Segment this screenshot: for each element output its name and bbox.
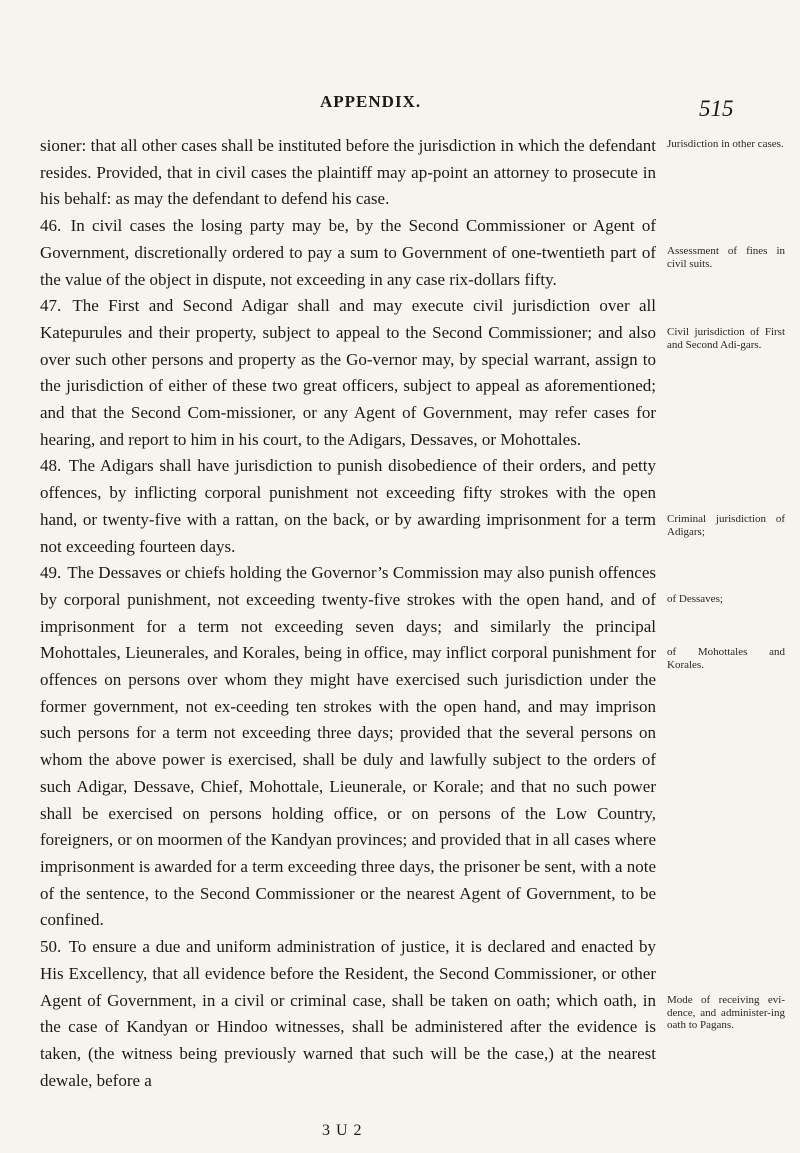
signature-mark: 3 U 2 (322, 1122, 363, 1139)
page-number: 515 (699, 96, 734, 121)
paragraph-number: 48. (40, 456, 62, 476)
paragraph-number: 46. (40, 216, 62, 236)
paragraph-number: 49. (40, 563, 62, 583)
paragraph-text: The Adigars shall have jurisdiction to punish disobedience of their orders, and petty offences, by inflicting corporal punishment not exceeding fifty strokes with the open hand, or twenty-five with a rattan, on the back, or by awarding imprisonment for a term not exceeding fourteen days. (40, 456, 656, 556)
side-note-jurisdiction: Jurisdiction in other cases. (667, 138, 784, 150)
paragraph-continuation (40, 133, 656, 213)
paragraph-text: The Dessaves or chiefs holding the Governor’s Commission may also punish offences by corporal punishment, not exceeding twenty-five strokes with the open hand, and of imprisonment for a term not exceeding seven days; and similarly the principal Mohottales, Lieunerales, and Korales, being in office, may inflict corporal punishment for offences on persons over whom they might have exercised such jurisdiction under the former government, not ex-ceeding ten strokes with the open hand, and may imprison such persons for a term not exceeding three days; provided that the several persons on whom the above power is exercised, shall be duly and lawfully subject to the orders of such Adigar, Dessave, Chief, Mohottale, Lieunerale, or Korale; and that no such power shall be exercised on persons holding office, or on persons of the Low Country, foreigners, or on moormen of the Kandyan provinces; and provided that in all cases where imprisonment is awarded for a term exceeding three days, the prisoner be sent, with a note of the sentence, to the Second Commissioner or the nearest Agent of Government, to be confined. (40, 563, 656, 930)
paragraph-text: The First and Second Adigar shall and may execute civil jurisdiction over all Katepurules and their property, subject to appeal to the Second Commissioner; and also over such other persons and property as the Go-vernor may, by special warrant, assign to the jurisdiction of either of these two great officers, subject to appeal as aforementioned; and that the Second Com-missioner, or any Agent of Government, may refer cases for hearing, and report to him in his court, to the Adigars, Dessaves, or Mohottales. (40, 296, 656, 449)
main-text (40, 133, 656, 1094)
paragraph-48 (40, 453, 656, 560)
paragraph-49 (40, 560, 656, 934)
side-note-mohottales: of Mohottales and Korales. (667, 646, 785, 671)
paragraph-number: 50. (40, 937, 62, 957)
paragraph-number: 47. (40, 296, 62, 316)
side-note-evidence: Mode of receiving evi-dence, and administer-ing oath to Pagans. (667, 994, 785, 1031)
paragraph-47 (40, 293, 656, 453)
page-title: APPENDIX. (320, 92, 422, 111)
side-note-civil-jurisdiction: Civil jurisdiction of First and Second Adi-gars. (667, 326, 785, 351)
side-note-assessment: Assessment of fines in civil suits. (667, 245, 785, 270)
paragraph-text: sioner: that all other cases shall be instituted before the jurisdiction in which the defendant resides. Provided, that in civil cases the plaintiff may ap-point an attorney to prosecute in his behalf: as may the defendant to defend his case. (40, 136, 656, 209)
paragraph-50 (40, 934, 656, 1094)
side-note-criminal-adigars: Criminal jurisdiction of Adigars; (667, 513, 785, 538)
running-head (0, 92, 800, 122)
paragraph-text: In civil cases the losing party may be, by the Second Commissioner or Agent of Government, discretionally ordered to pay a sum to Government of one-twentieth part of the value of the object in dispute, not exceeding in any case rix-dollars fifty. (40, 216, 657, 289)
paragraph-46 (40, 213, 656, 293)
paragraph-text: To ensure a due and uniform administration of justice, it is declared and enacted by His Excellency, that all evidence before the Resident, the Second Commissioner, or other Agent of Government, in a civil or criminal case, shall be taken on oath; which oath, in the case of Kandyan or Hindoo witnesses, shall be administered after the evidence is taken, (the witness being previously warned that such will be the case,) at the nearest dewale, before a (40, 937, 656, 1090)
side-note-dessaves: of Dessaves; (667, 593, 723, 605)
